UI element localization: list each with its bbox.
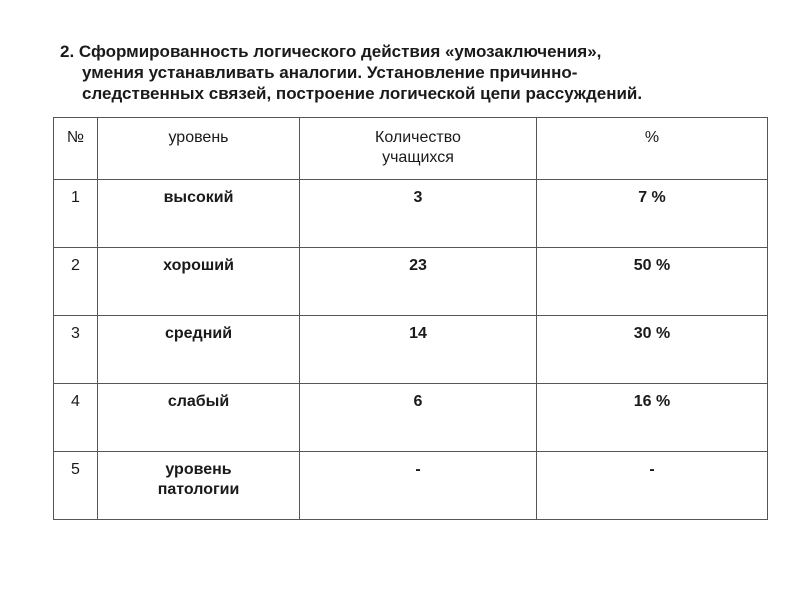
row-count: 14 (300, 316, 537, 384)
table-row (54, 248, 768, 316)
results-table (53, 117, 768, 520)
row-number: 2 (54, 248, 98, 316)
header-count-line-1: Количество (375, 129, 461, 146)
header-count-line-2: учащихся (382, 149, 454, 166)
header-count (300, 118, 537, 180)
row-number: 5 (54, 452, 98, 520)
row-count: 3 (300, 180, 537, 248)
row-level: хороший (98, 248, 300, 316)
heading-line-2: умения устанавливать аналогии. Установление причинно- (82, 63, 578, 82)
header-percent: % (537, 118, 768, 180)
header-number: № (54, 118, 98, 180)
row-level: средний (98, 316, 300, 384)
table-row (54, 452, 768, 520)
row-count: 23 (300, 248, 537, 316)
row-level-line-1: уровень (165, 461, 232, 478)
row-level (98, 452, 300, 520)
row-percent: - (537, 452, 768, 520)
table-header-row (54, 118, 768, 180)
table-row (54, 316, 768, 384)
heading-line-1: 2. Сформированность логического действия «умозаключения», (60, 42, 602, 61)
table-row (54, 384, 768, 452)
row-percent: 16 % (537, 384, 768, 452)
row-level: слабый (98, 384, 300, 452)
row-level-line-2: патологии (157, 481, 240, 498)
row-percent: 30 % (537, 316, 768, 384)
row-count: - (300, 452, 537, 520)
heading-line-3: следственных связей, построение логической цепи рассуждений. (82, 84, 643, 103)
row-number: 1 (54, 180, 98, 248)
row-number: 4 (54, 384, 98, 452)
row-percent: 7 % (537, 180, 768, 248)
header-level: уровень (98, 118, 300, 180)
row-number: 3 (54, 316, 98, 384)
table-row (54, 180, 768, 248)
row-count: 6 (300, 384, 537, 452)
section-heading (60, 41, 780, 104)
row-percent: 50 % (537, 248, 768, 316)
row-level: высокий (98, 180, 300, 248)
